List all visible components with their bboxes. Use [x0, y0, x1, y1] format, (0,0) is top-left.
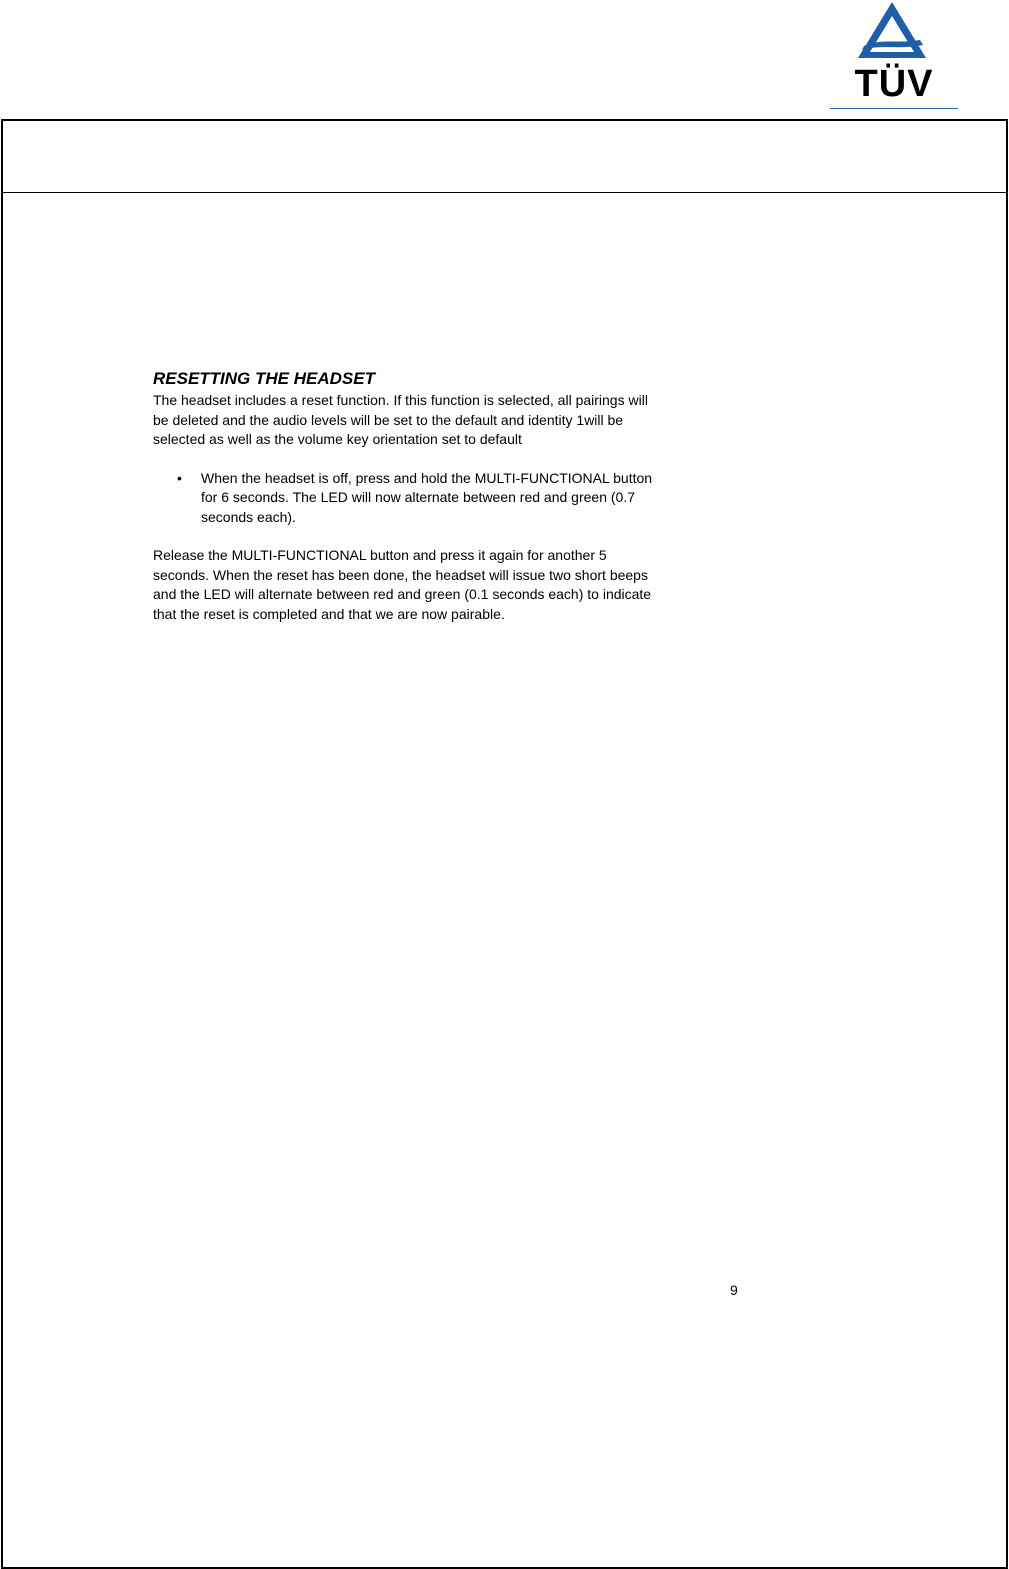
bullet-dot-icon: • [177, 469, 182, 486]
closing-line: seconds. When the reset has been done, the headset will issue two short beeps [153, 566, 648, 583]
tuv-triangle-icon [828, 0, 960, 64]
closing-line: Release the MULTI-FUNCTIONAL button and press it again for another 5 [153, 547, 607, 563]
bullet-line: for 6 seconds. The LED will now alternate between red and green (0.7 [201, 489, 635, 505]
bullet-list [153, 469, 753, 528]
bullet-line: seconds each). [201, 508, 296, 525]
bullet-line: When the headset is off, press and hold the MULTI-FUNCTIONAL button [201, 469, 653, 486]
logo-underline [830, 108, 958, 109]
closing-line: and the LED will alternate between red and green (0.1 seconds each) to indicate [153, 586, 652, 602]
page-frame [1, 119, 1008, 1569]
intro-line: selected as well as the volume key orientation set to default [153, 431, 522, 447]
bullet-item [153, 469, 753, 528]
section-heading: RESETTING THE HEADSET [153, 369, 375, 388]
closing-line: that the reset is completed and that we are now pairable. [153, 605, 505, 622]
section-content [153, 368, 753, 624]
intro-paragraph [153, 391, 753, 450]
tuv-logo [828, 0, 960, 112]
intro-line: The headset includes a reset function. If this function is selected, all pairings will [153, 392, 648, 408]
closing-paragraph [153, 546, 753, 624]
intro-line: be deleted and the audio levels will be set to the default and identity 1will be [153, 411, 624, 428]
header-band [3, 121, 1006, 193]
tuv-logo-text: TÜV [854, 63, 934, 105]
page-number: 9 [730, 1282, 738, 1298]
